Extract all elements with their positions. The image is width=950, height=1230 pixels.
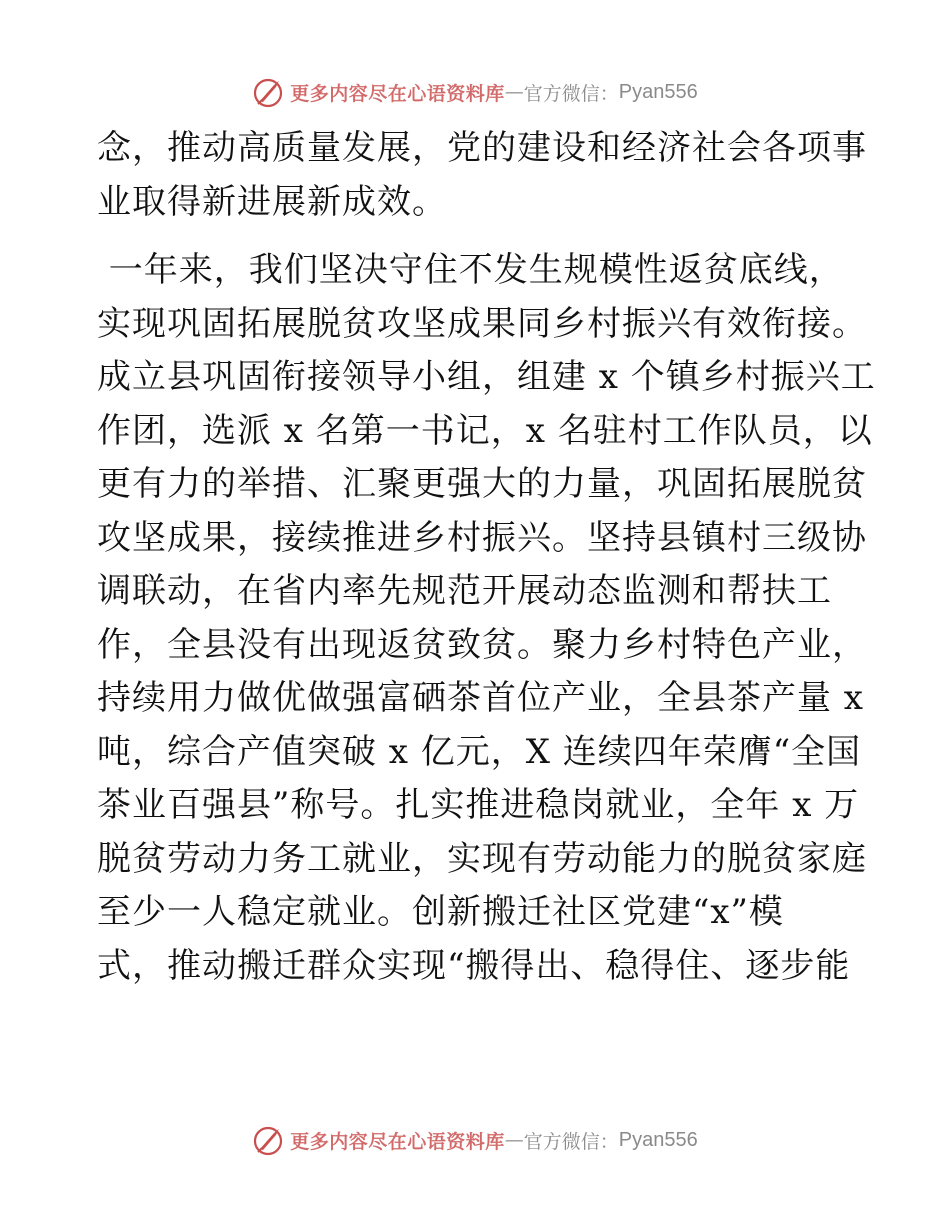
text-line: 至少一人稳定就业。创新搬迁社区党建“x”模	[97, 892, 784, 932]
text-line: 茶业百强县”称号。扎实推进稳岗就业，全年 x 万	[97, 785, 860, 825]
footer-brand-text: 更多内容尽在心语资料库	[290, 1130, 505, 1153]
header-official-label: 官方微信：	[523, 82, 619, 105]
text-line: 作团，选派 x 名第一书记，x 名驻村工作队员，以	[97, 410, 873, 451]
text-line: 作，全县没有出现返贫致贫。聚力乡村特色产业，	[97, 624, 867, 665]
header-brand-text: 更多内容尽在心语资料库	[290, 82, 505, 105]
quill-pen-logo-icon	[252, 1123, 286, 1157]
text-line: 持续用力做优做强富硒茶首位产业，全县茶产量 x	[97, 678, 864, 718]
footer-wechat-id: Pyan556	[618, 1128, 698, 1151]
header-wechat-id: Pyan556	[618, 80, 698, 103]
text-line: 成立县巩固衔接领导小组，组建 x 个镇乡村振兴工	[97, 357, 876, 397]
header-separator: —	[504, 81, 524, 103]
text-line: 脱贫劳动力务工就业，实现有劳动能力的脱贫家庭	[97, 838, 867, 879]
text-line: 业取得新进展新成效。	[97, 181, 447, 222]
text-line: 攻坚成果，接续推进乡村振兴。坚持县镇村三级协	[97, 517, 867, 558]
paragraph-2	[97, 244, 876, 993]
text-line: 调联动，在省内率先规范开展动态监测和帮扶工	[97, 571, 832, 611]
header-banner	[0, 72, 950, 112]
footer-separator: —	[504, 1129, 524, 1151]
paragraph-1	[97, 122, 867, 229]
text-line: 更有力的举措、汇聚更强大的力量，巩固拓展脱贫	[97, 464, 867, 504]
footer-official-label: 官方微信：	[523, 1130, 619, 1153]
document-body	[97, 122, 876, 993]
text-line: 念，推动高质量发展，党的建设和经济社会各项事	[97, 128, 867, 168]
quill-pen-logo-icon	[252, 75, 286, 109]
text-line: 吨，综合产值突破 x 亿元，X 连续四年荣膺“全国	[97, 731, 862, 772]
footer-banner	[0, 1120, 950, 1160]
text-line: 式，推动搬迁群众实现“搬得出、稳得住、逐步能	[97, 945, 851, 986]
text-line: 实现巩固拓展脱贫攻坚成果同乡村振兴有效衔接。	[97, 303, 867, 344]
text-line: 一年来，我们坚决守住不发生规模性返贫底线，	[97, 250, 844, 290]
